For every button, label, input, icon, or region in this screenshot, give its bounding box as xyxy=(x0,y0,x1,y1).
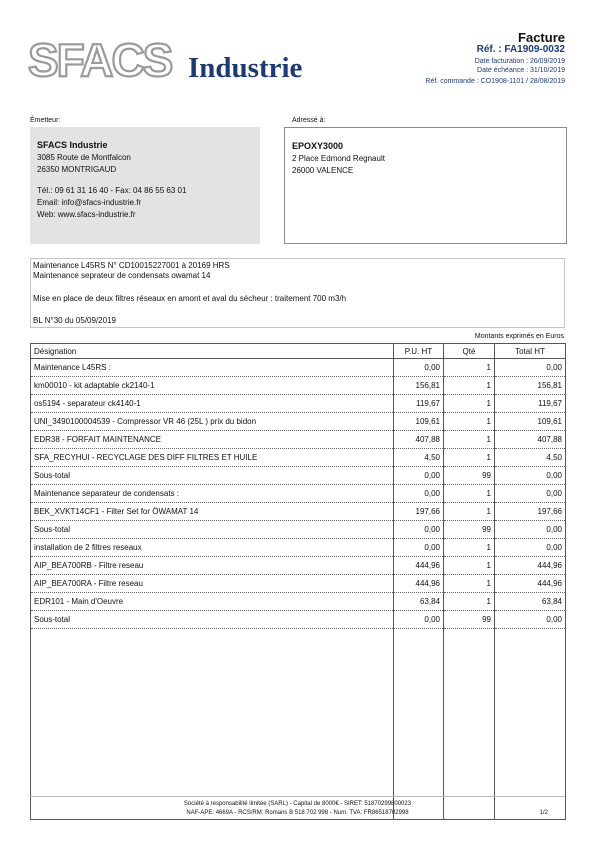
row-unit-price: 119,67 xyxy=(394,395,444,413)
row-designation: AIP_BEA700RA - Filtre reseau xyxy=(31,575,394,593)
row-quantity: 1 xyxy=(444,503,495,521)
logo-subtitle: Industrie xyxy=(188,52,303,84)
row-unit-price: 0,00 xyxy=(394,521,444,539)
row-unit-price: 0,00 xyxy=(394,539,444,557)
recipient-block xyxy=(284,127,567,244)
header-total: Total HT xyxy=(495,344,566,359)
due-date: Date échéance : 31/10/2019 xyxy=(477,67,565,74)
row-designation: Maintenance separateur de condensats : xyxy=(31,485,394,503)
issuer-block xyxy=(30,127,260,244)
row-unit-price: 156,81 xyxy=(394,377,444,395)
row-quantity: 1 xyxy=(444,575,495,593)
note-line-1: Maintenance L45RS N° CD10015227001 à 20169 HRS xyxy=(33,261,230,270)
row-total: 156,81 xyxy=(495,377,566,395)
row-total: 119,67 xyxy=(495,395,566,413)
issuer-city: 26350 MONTRIGAUD xyxy=(37,165,117,174)
row-total: 407,88 xyxy=(495,431,566,449)
row-quantity: 1 xyxy=(444,395,495,413)
table-row xyxy=(31,377,566,395)
table-row xyxy=(31,395,566,413)
row-designation: Sous-total xyxy=(31,521,394,539)
row-quantity: 1 xyxy=(444,431,495,449)
row-quantity: 1 xyxy=(444,539,495,557)
row-unit-price: 0,00 xyxy=(394,467,444,485)
row-designation: EDR101 - Main d'Oeuvre xyxy=(31,593,394,611)
company-logo xyxy=(26,30,316,88)
invoice-notes xyxy=(30,258,565,328)
row-unit-price: 0,00 xyxy=(394,485,444,503)
row-unit-price: 109,61 xyxy=(394,413,444,431)
row-designation: Sous-total xyxy=(31,467,394,485)
issuer-label: Émetteur: xyxy=(30,117,61,124)
row-designation: km00010 - kit adaptable ck2140-1 xyxy=(31,377,394,395)
billing-date: Date facturation : 26/09/2019 xyxy=(474,58,565,65)
currency-note: Montants exprimés en Euros xyxy=(474,333,564,340)
row-total: 0,00 xyxy=(495,611,566,629)
row-total: 0,00 xyxy=(495,467,566,485)
invoice-lines-table xyxy=(30,343,566,820)
table-row xyxy=(31,449,566,467)
row-designation: Maintenance L45RS : xyxy=(31,359,394,377)
row-unit-price: 444,96 xyxy=(394,575,444,593)
table-row xyxy=(31,359,566,377)
row-unit-price: 197,66 xyxy=(394,503,444,521)
row-unit-price: 444,96 xyxy=(394,557,444,575)
note-line-3: Mise en place de deux filtres réseaux en amont et aval du sécheur : traitement 700 m3/h xyxy=(33,294,347,303)
row-quantity: 1 xyxy=(444,377,495,395)
row-total: 0,00 xyxy=(495,359,566,377)
row-designation: AIP_BEA700RB - Filtre reseau xyxy=(31,557,394,575)
row-total: 4,50 xyxy=(495,449,566,467)
issuer-web: Web: www.sfacs-industrie.fr xyxy=(37,210,136,219)
row-unit-price: 0,00 xyxy=(394,611,444,629)
row-designation: EDR38 - FORFAIT MAINTENANCE xyxy=(31,431,394,449)
note-line-2: Maintenance seprateur de condensats owamat 14 xyxy=(33,271,211,280)
row-designation: os5194 - separateur ck4140-1 xyxy=(31,395,394,413)
issuer-street: 3085 Route de Montfalcon xyxy=(37,153,131,162)
document-title: Facture xyxy=(518,30,565,45)
table-row xyxy=(31,521,566,539)
issuer-email: Email: info@sfacs-industrie.fr xyxy=(37,198,142,207)
recipient-name: EPOXY3000 xyxy=(292,141,344,151)
row-designation: Sous-total xyxy=(31,611,394,629)
row-unit-price: 407,88 xyxy=(394,431,444,449)
row-total: 0,00 xyxy=(495,485,566,503)
table-row xyxy=(31,431,566,449)
row-quantity: 1 xyxy=(444,413,495,431)
header-quantity: Qté xyxy=(444,344,495,359)
row-quantity: 99 xyxy=(444,611,495,629)
row-total: 0,00 xyxy=(495,521,566,539)
row-total: 109,61 xyxy=(495,413,566,431)
issuer-phone: Tél.: 09 61 31 16 40 - Fax: 04 86 55 63 01 xyxy=(37,186,187,195)
row-quantity: 1 xyxy=(444,449,495,467)
row-total: 444,96 xyxy=(495,575,566,593)
row-unit-price: 0,00 xyxy=(394,359,444,377)
row-designation: SFA_RECYHUI - RECYCLAGE DES DIFF FILTRES ET HUILE xyxy=(31,449,394,467)
table-header-row xyxy=(31,344,566,359)
table-row xyxy=(31,467,566,485)
issuer-name: SFACS Industrie xyxy=(37,140,108,150)
row-quantity: 99 xyxy=(444,467,495,485)
table-row xyxy=(31,557,566,575)
header-designation: Désignation xyxy=(31,344,394,359)
table-row xyxy=(31,575,566,593)
row-total: 63,84 xyxy=(495,593,566,611)
row-unit-price: 63,84 xyxy=(394,593,444,611)
sfacs-logo-mark xyxy=(26,30,186,88)
table-row xyxy=(31,503,566,521)
row-quantity: 1 xyxy=(444,557,495,575)
recipient-label: Adressé à: xyxy=(292,117,326,124)
table-row xyxy=(31,485,566,503)
order-reference: Réf. commande : CO1908-1101 / 28/08/2019 xyxy=(425,78,565,85)
row-quantity: 1 xyxy=(444,593,495,611)
footer-legal-line-2: NAF-APE: 4669A - RCS/RM: Romans B 518 702 998 - Num. TVA: FR86518702998 xyxy=(186,810,409,816)
row-designation: BEK_XVKT14CF1 - Filter Set for ÖWAMAT 14 xyxy=(31,503,394,521)
row-total: 444,96 xyxy=(495,557,566,575)
table-row xyxy=(31,593,566,611)
footer-divider xyxy=(30,796,565,797)
table-row xyxy=(31,611,566,629)
recipient-city: 26000 VALENCE xyxy=(292,166,354,175)
table-row xyxy=(31,413,566,431)
row-designation: installation de 2 filtres reseaux xyxy=(31,539,394,557)
row-total: 197,66 xyxy=(495,503,566,521)
row-quantity: 1 xyxy=(444,359,495,377)
recipient-street: 2 Place Edmond Regnault xyxy=(292,154,385,163)
invoice-reference: Réf. : FA1909-0032 xyxy=(476,44,565,55)
row-quantity: 99 xyxy=(444,521,495,539)
row-unit-price: 4,50 xyxy=(394,449,444,467)
row-quantity: 1 xyxy=(444,485,495,503)
svg-text:SFACS: SFACS xyxy=(28,34,172,86)
footer-legal-line-1: Société à responsabilité limitée (SARL) - Capital de 8000€ - SIRET: 51870299800023 xyxy=(183,801,412,807)
header-unit-price: P.U. HT xyxy=(394,344,444,359)
row-designation: UNI_3490100004539 - Compressor VR 46 (25L ) prix du bidon xyxy=(31,413,394,431)
table-row xyxy=(31,539,566,557)
row-total: 0,00 xyxy=(495,539,566,557)
note-line-4: BL N°30 du 05/09/2019 xyxy=(33,316,116,325)
table-filler-row xyxy=(31,629,566,820)
page-number: 1/2 xyxy=(539,810,548,816)
